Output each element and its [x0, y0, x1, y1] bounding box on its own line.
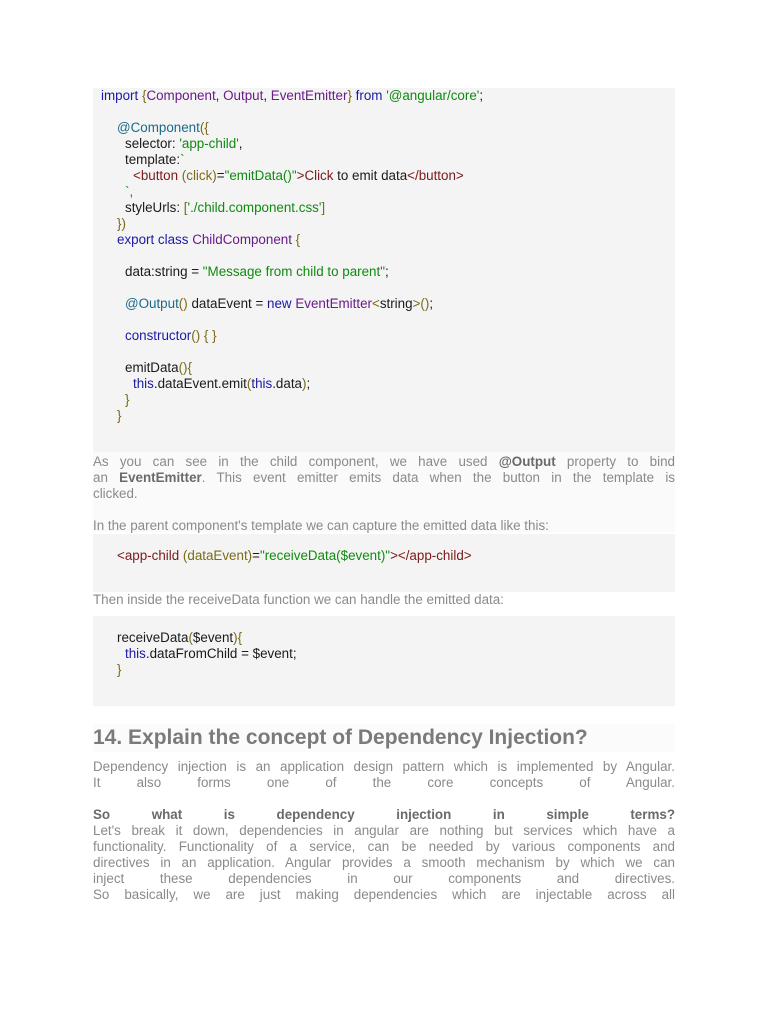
section-heading-dependency-injection: 14. Explain the concept of Dependency Injection? [93, 724, 675, 752]
code-line: emitData(){ [125, 360, 192, 375]
code-line: <app-child (dataEvent)="receiveData($event)"></app-child> [117, 548, 472, 563]
paragraph-output-explanation: As you can see in the child component, we have used @Output property to bind an EventEmitter. This event emitter emits data when the button in the template is clicked. [93, 454, 675, 501]
code-line: this.dataFromChild = $event; [125, 646, 297, 661]
code-line: template:` [125, 152, 185, 167]
code-block-parent-template [93, 534, 675, 592]
code-line: <button (click)="emitData()">Click to emit data</button> [133, 168, 464, 183]
code-line: }) [117, 216, 126, 231]
eventemitter-keyword: EventEmitter [119, 470, 202, 485]
code-line: styleUrls: ['./child.component.css'] [125, 200, 326, 215]
code-line: } [125, 392, 130, 407]
paragraph-parent-template: In the parent component's template we can capture the emitted data like this: [93, 518, 549, 533]
code-line: import {Component, Output, EventEmitter} from '@angular/core'; [101, 88, 484, 103]
code-line: `, [125, 184, 134, 199]
paragraph-di-simple-terms: So what is dependency injection in simple terms? Let's break it down, dependencies in angular are nothing but services which have a functionality. Functionality of a service, can be needed by various components and directives in an application. Angular provides a smooth mechanism by which we can inject these dependencies in our components and directives. So basically, we are just making dependencies which are injectable across all [93, 807, 675, 902]
code-line: export class ChildComponent { [117, 232, 301, 247]
code-line: } [117, 662, 122, 677]
code-line: } [117, 408, 122, 423]
code-line: @Output() dataEvent = new EventEmitter<string>(); [125, 296, 434, 311]
code-block-child-component [93, 88, 675, 452]
paragraph-receive-data: Then inside the receiveData function we can handle the emitted data: [93, 592, 504, 607]
code-line: this.dataEvent.emit(this.data); [133, 376, 311, 391]
paragraph-di-intro: Dependency injection is an application design pattern which is implemented by Angular. It also forms one of the core concepts of Angular. [93, 759, 675, 790]
code-line: constructor() { } [125, 328, 217, 343]
code-line: @Component({ [117, 120, 209, 135]
code-line: receiveData($event){ [117, 630, 243, 645]
output-keyword: @Output [498, 454, 556, 469]
code-line: data:string = "Message from child to parent"; [125, 264, 389, 279]
code-block-receive-data [93, 616, 675, 706]
code-line: selector: 'app-child', [125, 136, 243, 151]
